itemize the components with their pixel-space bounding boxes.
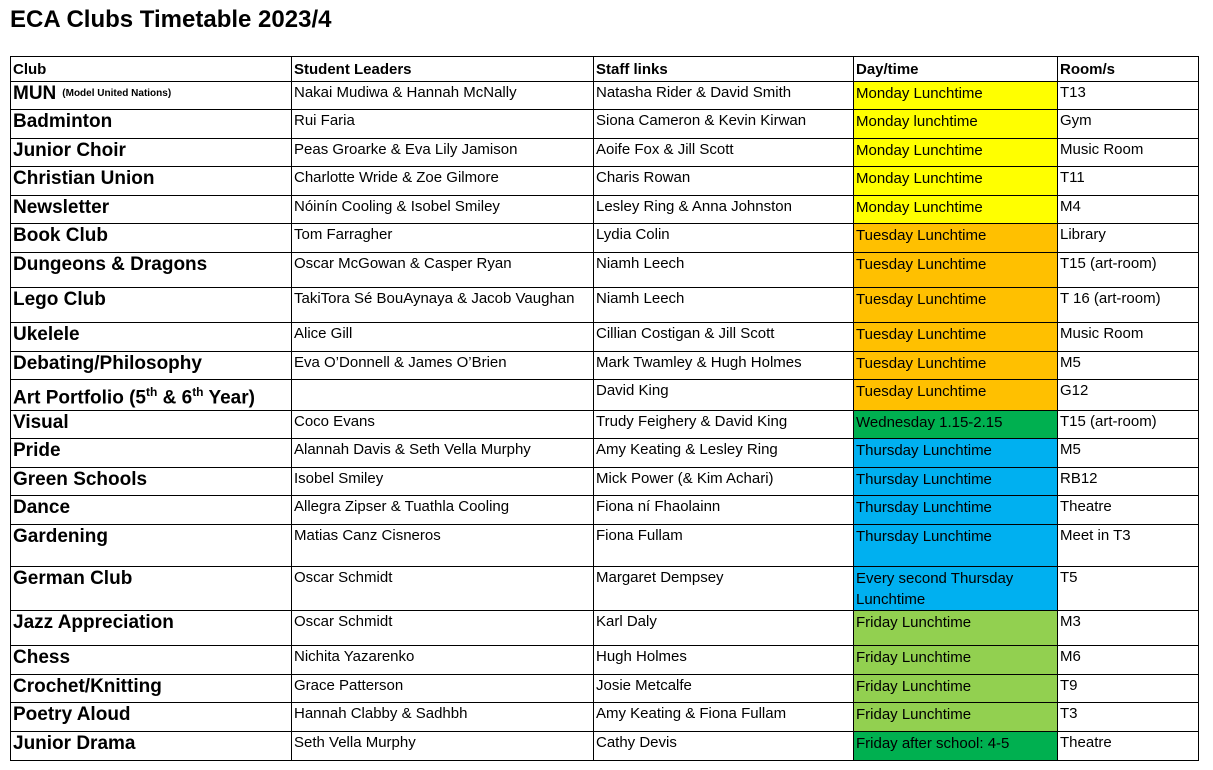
staff-links: Lydia Colin (594, 224, 854, 253)
day-time: Tuesday Lunchtime (854, 352, 1058, 380)
club-name (11, 611, 292, 646)
staff-links: Fiona ní Fhaolainn (594, 496, 854, 525)
club-name-text: MUN (13, 83, 57, 104)
student-leaders: Hannah Clabby & Sadhbh (292, 703, 594, 732)
day-time: Thursday Lunchtime (854, 496, 1058, 525)
club-name-text: Christian Union (13, 168, 155, 189)
room: Theatre (1058, 732, 1199, 761)
day-time: Every second Thursday Lunchtime (854, 567, 1058, 611)
day-time: Monday lunchtime (854, 110, 1058, 139)
table-row (11, 732, 1199, 761)
student-leaders: Nakai Mudiwa & Hannah McNally (292, 82, 594, 110)
day-time: Tuesday Lunchtime (854, 323, 1058, 352)
student-leaders: Nóinín Cooling & Isobel Smiley (292, 196, 594, 224)
club-name-text: Chess (13, 647, 71, 669)
table-row (11, 525, 1199, 567)
table-row (11, 703, 1199, 732)
student-leaders (292, 380, 594, 411)
day-time: Thursday Lunchtime (854, 525, 1058, 567)
staff-links: David King (594, 380, 854, 411)
club-name (11, 646, 292, 675)
table-row (11, 646, 1199, 675)
club-name (11, 224, 292, 253)
club-name (11, 675, 292, 703)
club-name (11, 567, 292, 611)
column-header-rooms: Room/s (1058, 57, 1199, 82)
day-time: Tuesday Lunchtime (854, 253, 1058, 288)
club-name (11, 253, 292, 288)
room: RB12 (1058, 468, 1199, 496)
club-name-text: Badminton (13, 111, 113, 132)
room: T13 (1058, 82, 1199, 110)
staff-links: Niamh Leech (594, 288, 854, 323)
club-name-text: Green Schools (13, 469, 148, 491)
room: Gym (1058, 110, 1199, 139)
staff-links: Cathy Devis (594, 732, 854, 761)
student-leaders: Nichita Yazarenko (292, 646, 594, 675)
table-row (11, 380, 1199, 411)
club-name-part: th (192, 385, 204, 399)
table-row (11, 253, 1199, 288)
club-name-text: Junior Drama (13, 733, 136, 755)
room: Library (1058, 224, 1199, 253)
club-name (11, 196, 292, 224)
club-name-text: Ukelele (13, 324, 80, 345)
table-row (11, 110, 1199, 139)
table-body (11, 82, 1199, 761)
club-name-text: Dance (13, 497, 71, 519)
table-row (11, 139, 1199, 167)
club-name (11, 167, 292, 196)
staff-links: Hugh Holmes (594, 646, 854, 675)
room: M5 (1058, 439, 1199, 468)
club-name-text: Gardening (13, 526, 109, 548)
staff-links: Natasha Rider & David Smith (594, 82, 854, 110)
table-row (11, 352, 1199, 380)
club-name-text: Jazz Appreciation (13, 612, 174, 634)
student-leaders: Coco Evans (292, 411, 594, 439)
table-row (11, 82, 1199, 110)
club-name (11, 496, 292, 525)
club-name (11, 525, 292, 567)
student-leaders: Charlotte Wride & Zoe Gilmore (292, 167, 594, 196)
club-name-text: Book Club (13, 225, 108, 246)
clubs-timetable (10, 56, 1199, 761)
room: T9 (1058, 675, 1199, 703)
table-row (11, 611, 1199, 646)
staff-links: Amy Keating & Fiona Fullam (594, 703, 854, 732)
student-leaders: Oscar Schmidt (292, 567, 594, 611)
staff-links: Charis Rowan (594, 167, 854, 196)
table-row (11, 675, 1199, 703)
table-row (11, 196, 1199, 224)
room: G12 (1058, 380, 1199, 411)
day-time: Friday Lunchtime (854, 646, 1058, 675)
club-name-text: Lego Club (13, 289, 106, 310)
room: T3 (1058, 703, 1199, 732)
column-header-club: Club (11, 57, 292, 82)
day-time: Friday Lunchtime (854, 611, 1058, 646)
club-name (11, 439, 292, 468)
day-time: Wednesday 1.15-2.15 (854, 411, 1058, 439)
staff-links: Siona Cameron & Kevin Kirwan (594, 110, 854, 139)
table-row (11, 411, 1199, 439)
room: M3 (1058, 611, 1199, 646)
staff-links: Fiona Fullam (594, 525, 854, 567)
staff-links: Mark Twamley & Hugh Holmes (594, 352, 854, 380)
staff-links: Mick Power (& Kim Achari) (594, 468, 854, 496)
club-name (11, 703, 292, 732)
club-name-part: Art Portfolio (5 (13, 387, 146, 409)
room: T15 (art-room) (1058, 253, 1199, 288)
club-name-text: Debating/Philosophy (13, 353, 202, 374)
club-name-text: Crochet/Knitting (13, 676, 162, 698)
club-name (11, 82, 292, 110)
student-leaders: Grace Patterson (292, 675, 594, 703)
club-name-text: Poetry Aloud (13, 704, 131, 726)
staff-links: Josie Metcalfe (594, 675, 854, 703)
student-leaders: Oscar McGowan & Casper Ryan (292, 253, 594, 288)
student-leaders: Rui Faria (292, 110, 594, 139)
student-leaders: Allegra Zipser & Tuathla Cooling (292, 496, 594, 525)
table-row (11, 323, 1199, 352)
day-time: Tuesday Lunchtime (854, 224, 1058, 253)
column-header-student-leaders: Student Leaders (292, 57, 594, 82)
room: Meet in T3 (1058, 525, 1199, 567)
club-name (11, 411, 292, 439)
room: M6 (1058, 646, 1199, 675)
table-row (11, 439, 1199, 468)
staff-links: Aoife Fox & Jill Scott (594, 139, 854, 167)
club-name-text: Pride (13, 440, 61, 462)
club-name (11, 323, 292, 352)
room: Theatre (1058, 496, 1199, 525)
student-leaders: Matias Canz Cisneros (292, 525, 594, 567)
club-name (11, 352, 292, 380)
room: T5 (1058, 567, 1199, 611)
day-time: Friday Lunchtime (854, 675, 1058, 703)
day-time: Tuesday Lunchtime (854, 380, 1058, 411)
staff-links: Karl Daly (594, 611, 854, 646)
club-name-text: Visual (13, 412, 69, 434)
club-name-part: & 6 (157, 387, 193, 409)
day-time: Friday after school: 4-5 (854, 732, 1058, 761)
table-row (11, 567, 1199, 611)
club-name-part: th (146, 385, 158, 399)
club-name-text: Junior Choir (13, 140, 126, 161)
club-name (11, 139, 292, 167)
day-time: Thursday Lunchtime (854, 439, 1058, 468)
column-header-day-time: Day/time (854, 57, 1058, 82)
room: T 16 (art-room) (1058, 288, 1199, 323)
staff-links: Margaret Dempsey (594, 567, 854, 611)
student-leaders: TakiTora Sé BouAynaya & Jacob Vaughan (292, 288, 594, 323)
student-leaders: Peas Groarke & Eva Lily Jamison (292, 139, 594, 167)
club-name-text: German Club (13, 568, 133, 590)
table-row (11, 468, 1199, 496)
student-leaders: Tom Farragher (292, 224, 594, 253)
room: T15 (art-room) (1058, 411, 1199, 439)
club-name-text: Newsletter (13, 197, 110, 218)
student-leaders: Isobel Smiley (292, 468, 594, 496)
page-title: ECA Clubs Timetable 2023/4 (10, 6, 332, 33)
student-leaders: Eva O’Donnell & James O’Brien (292, 352, 594, 380)
day-time: Monday Lunchtime (854, 196, 1058, 224)
staff-links: Trudy Feighery & David King (594, 411, 854, 439)
day-time: Monday Lunchtime (854, 167, 1058, 196)
room: Music Room (1058, 139, 1199, 167)
club-name (11, 380, 292, 411)
day-time: Monday Lunchtime (854, 139, 1058, 167)
day-time: Friday Lunchtime (854, 703, 1058, 732)
club-note: (Model United Nations) (62, 88, 172, 99)
column-header-staff-links: Staff links (594, 57, 854, 82)
student-leaders: Seth Vella Murphy (292, 732, 594, 761)
table-row (11, 288, 1199, 323)
club-name (11, 110, 292, 139)
day-time: Thursday Lunchtime (854, 468, 1058, 496)
staff-links: Niamh Leech (594, 253, 854, 288)
club-name (11, 288, 292, 323)
student-leaders: Alice Gill (292, 323, 594, 352)
table-row (11, 496, 1199, 525)
table-row (11, 167, 1199, 196)
room: T11 (1058, 167, 1199, 196)
room: Music Room (1058, 323, 1199, 352)
day-time: Tuesday Lunchtime (854, 288, 1058, 323)
staff-links: Lesley Ring & Anna Johnston (594, 196, 854, 224)
room: M4 (1058, 196, 1199, 224)
club-name-text: Dungeons & Dragons (13, 254, 208, 275)
staff-links: Amy Keating & Lesley Ring (594, 439, 854, 468)
table-header-row (11, 57, 1199, 82)
staff-links: Cillian Costigan & Jill Scott (594, 323, 854, 352)
table-row (11, 224, 1199, 253)
student-leaders: Alannah Davis & Seth Vella Murphy (292, 439, 594, 468)
club-name-part: Year) (203, 387, 255, 409)
club-name (11, 732, 292, 761)
day-time: Monday Lunchtime (854, 82, 1058, 110)
room: M5 (1058, 352, 1199, 380)
club-name (11, 468, 292, 496)
student-leaders: Oscar Schmidt (292, 611, 594, 646)
